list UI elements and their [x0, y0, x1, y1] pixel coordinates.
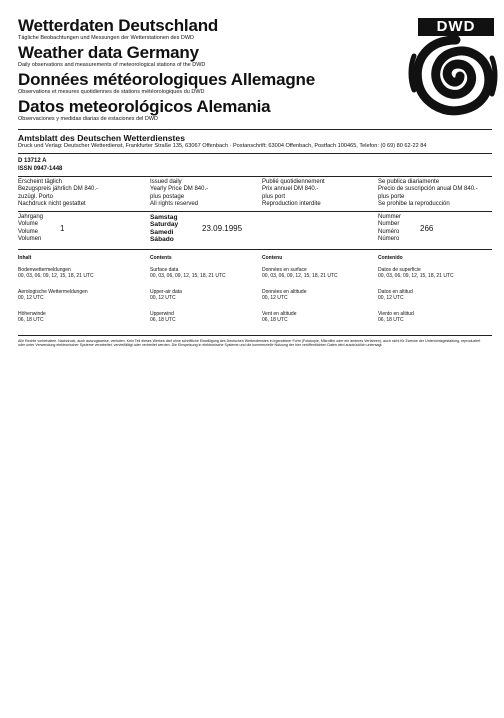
title-german: Wetterdaten Deutschland	[18, 16, 219, 35]
entry-times: 06, 18 UTC	[262, 316, 288, 323]
entry-title: Aerologische Wettermeldungen	[18, 289, 88, 295]
number-label: Número	[378, 236, 400, 243]
subtitle-english: Daily observations and measurements of meteorological stations of the DWD	[18, 62, 206, 68]
contents-header: Contenido	[378, 255, 403, 261]
number-labels	[378, 214, 401, 244]
info-line: plus porte	[378, 193, 405, 200]
contents-header: Inhalt	[18, 255, 32, 261]
contents-entry	[18, 312, 46, 323]
weekday: Sábado	[150, 236, 174, 244]
publisher-address: Druck und Verlag: Deutscher Wetterdienst, Frankfurter Straße 135, 63067 Offenbach · Postanschrift: 63004 Offenbach, Postfach 100465, Telefon: (0 69) 80 62-22 84	[18, 143, 427, 149]
divider	[18, 249, 492, 250]
contents-entry	[378, 312, 414, 323]
info-column-es	[378, 179, 478, 209]
divider	[18, 129, 492, 130]
entry-times: 00, 12 UTC	[262, 294, 288, 301]
number-label: Number	[378, 221, 400, 228]
divider	[18, 153, 492, 154]
title-french: Données météorologiques Allemagne	[18, 70, 315, 89]
weekday: Samstag	[150, 214, 178, 221]
weekday-names	[150, 214, 178, 244]
contents-header: Contents	[150, 255, 172, 261]
issn: ISSN 0947-1448	[18, 166, 63, 172]
contents-entry	[18, 290, 88, 301]
info-line: Bezugspreis jährlich DM 840.-	[18, 186, 99, 193]
dwd-logo	[408, 18, 498, 118]
info-column-en	[150, 179, 208, 209]
issue-date: 23.09.1995	[202, 224, 243, 233]
contents-entry	[18, 268, 94, 279]
divider	[18, 335, 492, 336]
info-line: Prix annuel DM 840.-	[262, 186, 319, 193]
publisher-title: Amtsblatt des Deutschen Wetterdienstes	[18, 133, 185, 143]
volume-value: 1	[60, 224, 65, 233]
logo-wordmark: DWD	[418, 18, 494, 36]
entry-title: Datos en altitud	[378, 289, 413, 295]
entry-title: Upper-air data	[150, 289, 182, 295]
entry-times: 00, 03, 06, 09, 12, 15, 18, 21 UTC	[150, 272, 226, 279]
title-block	[18, 17, 315, 122]
info-line: Erscheint täglich	[18, 179, 63, 185]
contents-header: Contenu	[262, 255, 283, 261]
info-line: Nachdruck nicht gestattet	[18, 201, 86, 208]
info-line: All rights reserved	[150, 201, 199, 208]
info-line: plus postage	[150, 193, 185, 200]
entry-times: 06, 18 UTC	[150, 316, 176, 323]
volume-label: Jahrgang	[18, 214, 44, 220]
divider	[18, 176, 492, 177]
weekday: Saturday	[150, 221, 179, 229]
legal-notice: Alle Rechte vorbehalten. Nachdruck, auch auszugsweise, verboten. Kein Teil dieses Werkes darf ohne schriftliche Einwilligung des Deutschen Wetterdienstes in irgendeiner Form (Fotokopie, Mikrofilm oder ein anderes Verfahren), auch nicht für Zwecke der Unterrichtsgestaltung, reproduziert oder unter Verwendung elektronischer Systeme verarbeitet, vervielfältigt oder verbreitet werden. Die Einspeisung in elektronische Systeme und die kommerzielle Nutzung der hier veröffentlichten Daten wird ausdrücklich untersagt.	[18, 339, 481, 348]
info-line: Reproduction interdite	[262, 201, 321, 208]
volume-label: Volume	[18, 221, 39, 228]
entry-times: 06, 18 UTC	[18, 316, 44, 323]
info-line: Publié quotidiennement	[262, 179, 325, 185]
info-line: Precio de suscripción anual DM 840.-	[378, 186, 478, 193]
entry-title: Viento en altitud	[378, 311, 414, 317]
entry-times: 00, 03, 06, 09, 12, 15, 18, 21 UTC	[378, 272, 454, 279]
entry-title: Vent en altitude	[262, 311, 297, 317]
contents-entry	[378, 268, 454, 279]
subtitle-french: Observations et mesures quotidiennes de stations météorologiques du DWD	[18, 89, 205, 95]
info-line: Issued daily	[150, 179, 182, 185]
dwd-spiral-logo-icon	[408, 36, 498, 118]
entry-title: Höhenwinde	[18, 311, 46, 317]
entry-times: 00, 12 UTC	[18, 294, 44, 301]
info-line: plus port	[262, 193, 286, 200]
volume-label: Volumen	[18, 236, 42, 243]
entry-times: 00, 03, 06, 09, 12, 15, 18, 21 UTC	[262, 272, 338, 279]
contents-entry	[150, 290, 182, 301]
info-line: Se prohibe la reproducción	[378, 201, 450, 208]
weekday: Samedi	[150, 228, 174, 236]
info-column-de	[18, 179, 98, 209]
contents-entry	[150, 312, 176, 323]
volume-labels	[18, 214, 43, 244]
entry-title: Données en surface	[262, 267, 307, 273]
contents-entry	[262, 312, 296, 323]
entry-title: Bodenwettermeldungen	[18, 267, 71, 273]
entry-times: 00, 12 UTC	[378, 294, 404, 301]
subtitle-spanish: Observaciones y medidas diarias de estaciones del DWD	[18, 116, 159, 122]
entry-title: Données en altitude	[262, 289, 307, 295]
contents-entry	[150, 268, 226, 279]
number-label: Nummer	[378, 214, 402, 220]
info-line: zuzügl. Porto	[18, 193, 54, 200]
info-column-fr	[262, 179, 325, 209]
entry-times: 00, 12 UTC	[150, 294, 176, 301]
contents-entry	[262, 290, 306, 301]
entry-times: 06, 18 UTC	[378, 316, 404, 323]
title-spanish: Datos meteorológicos Alemania	[18, 97, 271, 116]
divider	[18, 211, 492, 212]
volume-label: Volume	[18, 228, 39, 235]
contents-entry	[378, 290, 413, 301]
publication-code: D 13712 A	[18, 158, 47, 164]
subtitle-german: Tägliche Beobachtungen und Messungen der Wetterstationen des DWD	[18, 35, 195, 41]
entry-title: Datos de superficie	[378, 267, 421, 273]
title-english: Weather data Germany	[18, 43, 199, 62]
entry-title: Upperwind	[150, 311, 174, 317]
info-line: Yearly Price DM 840.-	[150, 186, 209, 193]
entry-times: 00, 03, 06, 09, 12, 15, 18, 21 UTC	[18, 272, 94, 279]
number-label: Numéro	[378, 228, 400, 235]
issue-number: 266	[420, 224, 434, 233]
contents-entry	[262, 268, 338, 279]
entry-title: Surface data	[150, 267, 179, 273]
info-line: Se publica diariamente	[378, 179, 440, 185]
